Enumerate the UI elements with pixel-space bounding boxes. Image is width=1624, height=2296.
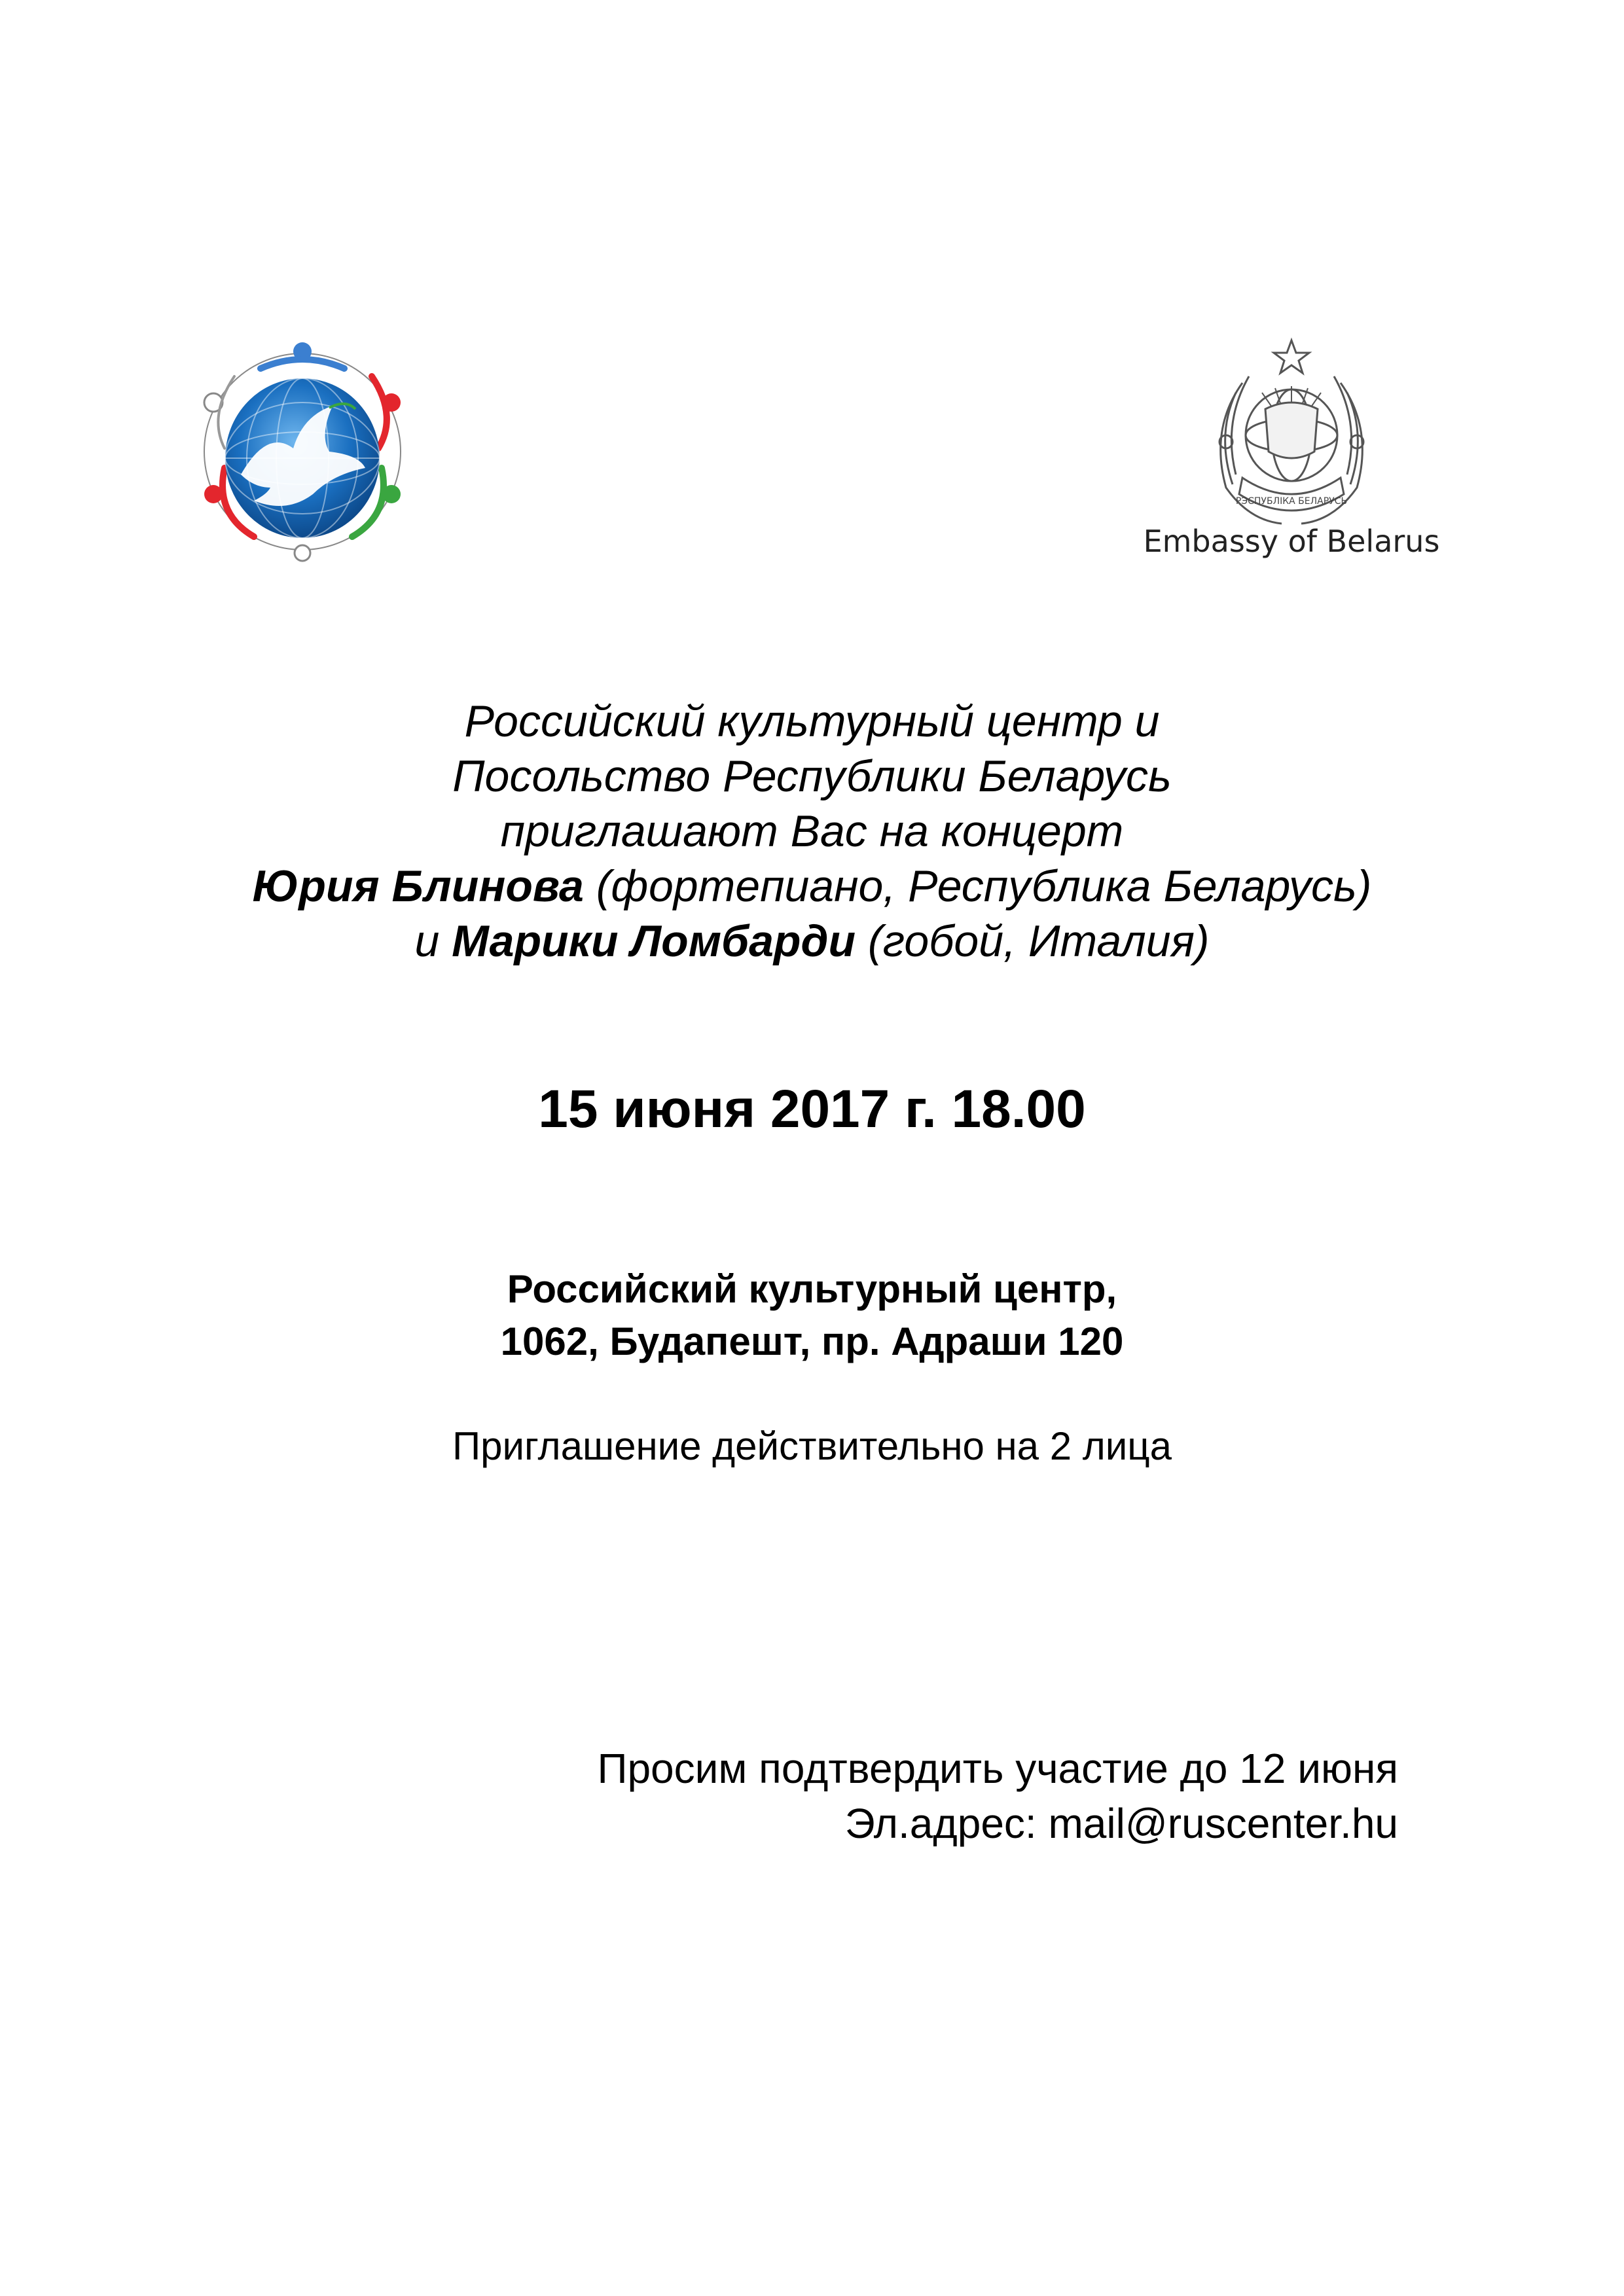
validity-note: Приглашение действительно на 2 лица bbox=[452, 1424, 1172, 1468]
intro-line-1: Российский культурный центр и bbox=[464, 696, 1160, 746]
performer-1-details: (фортепиано, Республика Беларусь) bbox=[583, 861, 1372, 911]
performer-2-name: Марики Ломбарди bbox=[452, 916, 856, 966]
performer-2-details: (гобой, Италия) bbox=[856, 916, 1210, 966]
globe-dove-people-icon bbox=[195, 337, 410, 563]
russian-cultural-center-logo bbox=[195, 337, 410, 563]
rsvp-block bbox=[597, 1741, 1398, 1851]
belarus-coat-of-arms bbox=[1197, 337, 1386, 533]
venue-name: Российский культурный центр, bbox=[507, 1267, 1117, 1311]
intro-line-2: Посольство Республики Беларусь bbox=[452, 751, 1172, 801]
conjunction: и bbox=[414, 916, 452, 966]
emblem-caption: Embassy of Belarus bbox=[1143, 524, 1440, 559]
rsvp-deadline: Просим подтвердить участие до 12 июня bbox=[597, 1745, 1398, 1792]
venue-address: 1062, Будапешт, пр. Адраши 120 bbox=[500, 1319, 1124, 1363]
invitation-intro bbox=[0, 694, 1624, 969]
performer-1-line bbox=[0, 859, 1624, 914]
event-datetime: 15 июня 2017 г. 18.00 bbox=[538, 1079, 1086, 1139]
rsvp-email[interactable]: Эл.адрес: mail@ruscenter.hu bbox=[844, 1800, 1398, 1847]
performer-1-name: Юрия Блинова bbox=[252, 861, 584, 911]
performer-2-line bbox=[0, 914, 1624, 969]
emblem-ribbon-text: РЭСПУБЛІКА БЕЛАРУСЬ bbox=[1235, 496, 1348, 507]
coat-of-arms-icon bbox=[1197, 337, 1386, 533]
venue bbox=[0, 1263, 1624, 1368]
intro-line-3: приглашают Вас на концерт bbox=[500, 806, 1124, 856]
